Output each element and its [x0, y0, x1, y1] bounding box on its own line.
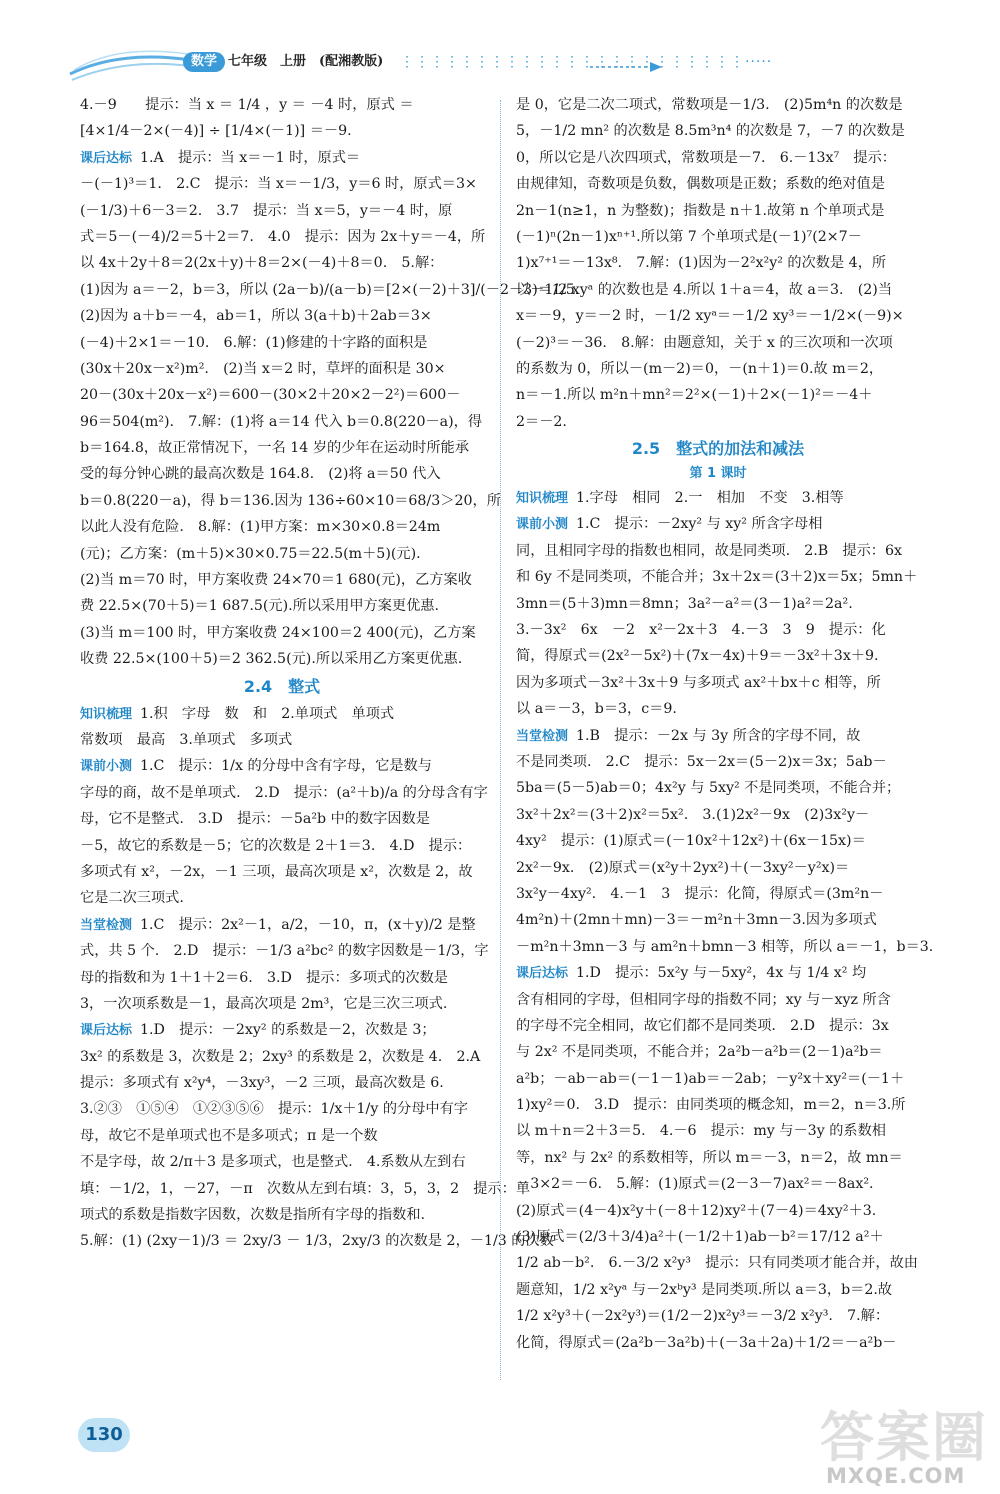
line-text: 3，一次项系数是－1，最高次项是 2m³，它是三次三项式.: [80, 995, 448, 1012]
line-text: 由规律知，奇数项是负数，偶数项是正数；系数的绝对值是: [516, 176, 885, 193]
text-line: [516, 1145, 920, 1171]
line-text: (30x＋20x－x²)m². (2)当 x＝2 时，草坪的面积是 30×: [80, 360, 446, 377]
text-line: [80, 145, 484, 171]
book-info: 七年级 上册 (配湘教版): [228, 54, 384, 69]
line-text: b＝164.8，故正常情况下，一名 14 岁的少年在运动时所能承: [80, 440, 469, 457]
text-line: [80, 727, 484, 753]
line-text: 20－(30x＋20x－x²)＝600－(30×2＋20×2－2²)＝600－: [80, 387, 461, 404]
line-text: 1)xy²＝0. 3.D 提示：由同类项的概念知，m＝2，n＝3.所: [516, 1097, 906, 1114]
text-line: [516, 198, 920, 224]
right-column: [516, 92, 934, 1387]
section-title: 2.5 整式的加法和减法: [631, 439, 805, 459]
text-line: [516, 224, 920, 250]
text-line: [516, 409, 920, 435]
line-text: 母的指数和为 1＋1＋2＝6. 3.D 提示：多项式的次数是: [80, 969, 448, 986]
text-line: [516, 1013, 920, 1039]
text-line: [516, 511, 920, 537]
line-text: 3x²＋2x²＝(3＋2)x²＝5x². 3.(1)2x²－9x (2)3x²y－: [516, 806, 870, 823]
text-line: [516, 881, 920, 907]
line-text: 题意知，1/2 x²yᵃ 与－2xᵇy³ 是同类项.所以 a＝3，b＝2.故: [516, 1281, 893, 1298]
line-text: 3.－3x² 6x －2 x²－2x＋3 4.－3 3 9 提示：化: [516, 622, 886, 639]
line-text: 3.②③ ①⑤④ ①②③⑤⑥ 提示：1/x＋1/y 的分母中有字: [80, 1101, 468, 1118]
line-text: 以此人没有危险. 8.解：(1)甲方案：m×30×0.8＝24m: [80, 519, 441, 536]
line-text: (－1/3)＋6－3＝2. 3.7 提示：当 x＝5，y＝－4 时，原: [80, 202, 453, 219]
line-text: 以 m＋n＝2＋3＝5. 4.－6 提示：my 与－3y 的系数相: [516, 1123, 886, 1140]
line-text: 4.－9 提示：当 x ＝ 1/4 ，y ＝ －4 时，原式 ＝: [80, 97, 414, 113]
line-text: n＝－1.所以 m²n＋mn²＝2²×(－1)＋2×(－1)²＝－4＋: [516, 387, 873, 404]
line-text: 以 4x＋2y＋8＝2(2x＋y)＋8＝2×(－4)＋8＝0. 5.解：: [80, 255, 444, 272]
section-title: 2.4 整式: [243, 676, 321, 696]
text-line: [516, 330, 920, 356]
line-text: (－2)³＝－36. 8.解：由题意知，关于 x 的三次项和一次项: [516, 334, 893, 351]
line-text: 96＝504(m²). 7.解：(1)将 a＝14 代入 b＝0.8(220－a)，得: [80, 413, 483, 430]
header-dotted-rule: ⋮⋮⋮⋮⋮⋮⋮⋮⋮⋮⋮⋮⋮⋮⋮⋮⋮⋮⋮⋮⋮⋮⋮·····: [400, 54, 773, 70]
text-line: [80, 1202, 484, 1228]
line-text: 式，共 5 个. 2.D 提示：－1/3 a²bc² 的数字因数是－1/3，字: [80, 943, 489, 960]
text-line: [80, 461, 484, 487]
text-line: [80, 356, 484, 382]
line-text: 不是字母，故 2/π＋3 是多项式，也是整式. 4.系数从左到右: [80, 1154, 466, 1171]
line-text: 和 6y 不是同类项，不能合并；3x＋2x＝(3＋2)x＝5x；5mn＋: [516, 569, 918, 586]
text-line: [80, 1149, 484, 1175]
text-line: [516, 934, 934, 960]
text-line: [516, 118, 920, 144]
line-text: 多项式有 x²，－2x，－1 三项，最高次项是 x²，次数是 2，故: [80, 863, 473, 880]
line-text: 1.D 提示：5x²y 与－5xy²，4x 与 1/4 x² 均: [576, 965, 867, 982]
text-line: [516, 564, 920, 590]
line-text: 1.C 提示：2x²－1，a/2，－10，π，(x＋y)/2 是整: [140, 916, 476, 933]
line-text: 同，且相同字母的指数也相同，故是同类项. 2.B 提示：6x: [516, 542, 903, 559]
text-line: [80, 171, 484, 197]
text-line: [516, 749, 920, 775]
column-divider: [500, 100, 501, 1380]
line-text: (2)因为 a＋b＝－4，ab＝1，所以 3(a＋b)＋2ab＝3×: [80, 308, 432, 325]
text-line: [80, 488, 501, 514]
line-text: (－4)＋2×1＝－10. 6.解：(1)修建的十字路的面积是: [80, 334, 428, 351]
text-line: [516, 987, 920, 1013]
line-text: －m²n＋3mn－3 与 am²n＋bmn－3 相等，所以 a＝－1，b＝3.: [516, 938, 934, 955]
line-text: 5.解：(1) (2xy－1)/3 ＝ 2xy/3 － 1/3，2xy/3 的次数是 2，－1/3 的次数: [80, 1233, 554, 1250]
line-text: 它是二次三项式.: [80, 890, 184, 907]
line-text: 以 a＝－3，b＝3，c＝9.: [516, 701, 677, 718]
text-line: [80, 938, 489, 964]
line-text: 与 2x² 不是同类项，不能合并；2a²b－a²b＝(2－1)a²b＝: [516, 1044, 883, 1061]
exercise-label: 课后达标: [80, 1023, 133, 1039]
subsection-title: 第 1 课时: [689, 466, 747, 482]
line-text: 2n－1(n≥1，n 为整数)；指数是 n＋1.故第 n 个单项式是: [516, 202, 885, 219]
line-text: 简，得原式＝(2x²－5x²)＋(7x－4x)＋9＝－3x²＋3x＋9.: [516, 648, 879, 665]
text-line: [516, 591, 920, 617]
text-line: [516, 145, 920, 171]
text-line: [516, 1277, 920, 1303]
text-line: [516, 907, 920, 933]
line-text: 不是同类项. 2.C 提示：5x－2x＝(5－2)x＝3x；5ab－: [516, 753, 887, 770]
line-text: 的字母不完全相同，故它们都不是同类项. 2.D 提示：3x: [516, 1017, 889, 1034]
line-text: [4×1/4－2×(－4)] ÷ [1/4×(－1)] ＝－9.: [80, 123, 352, 140]
line-text: 1)x⁷⁺¹＝－13x⁸. 7.解：(1)因为－2²x²y² 的次数是 4，所: [516, 255, 887, 272]
line-text: 1.D 提示：－2xy² 的系数是－2，次数是 3；: [140, 1022, 436, 1039]
line-text: 含有相同的字母，但相同字母的指数不同；xy 与－xyz 所含: [516, 991, 891, 1008]
text-line: [516, 1303, 920, 1329]
line-text: 3x² 的系数是 3，次数是 2；2xy³ 的系数是 2，次数是 4. 2.A: [80, 1048, 481, 1065]
text-line: [516, 171, 920, 197]
line-text: (2)当 m＝70 时，甲方案收费 24×70＝1 680(元)，乙方案收: [80, 572, 472, 589]
line-text: 因为多项式－3x²＋3x＋9 与多项式 ax²＋bx＋c 相等，所: [516, 674, 881, 691]
line-text: (3)原式＝(2/3＋3/4)a²＋(－1/2＋1)ab－b²＝17/12 a²＋: [516, 1229, 884, 1246]
subject-badge: 数学: [183, 52, 225, 72]
exercise-label: 课前小测: [80, 759, 133, 775]
text-line: [516, 485, 920, 511]
line-text: 式＝5－(－4)/2＝5＋2＝7. 4.0 提示：因为 2x＋y＝－4，所: [80, 228, 486, 245]
text-line: [516, 92, 920, 118]
text-line: [80, 701, 484, 727]
text-line: [80, 250, 484, 276]
line-text: 1.字母 相同 2.一 相加 不变 3.相等: [576, 490, 844, 507]
line-text: 受的每分钟心跳的最高次数是 164.8. (2)将 a＝50 代入: [80, 466, 441, 483]
text-line: [516, 855, 920, 881]
watermark-url: MXQE.COM: [826, 1464, 966, 1488]
text-line: [516, 723, 920, 749]
text-line: [516, 617, 920, 643]
text-line: [516, 277, 920, 303]
text-line: [80, 806, 484, 832]
exercise-label: 当堂检测: [516, 728, 569, 744]
text-line: [516, 1171, 920, 1197]
line-text: 等，nx² 与 2x² 的系数相等，所以 m＝－3，n＝2，故 mn＝: [516, 1149, 903, 1166]
line-text: (2)原式＝(4－4)x²y＋(－8＋12)xy²＋(7－4)＝4xy²＋3.: [516, 1202, 877, 1219]
line-text: －5，故它的系数是－5；它的次数是 2＋1＝3. 4.D 提示：: [80, 837, 472, 854]
left-column: [80, 92, 580, 1387]
text-line: [516, 1330, 920, 1356]
text-line: [80, 1123, 484, 1149]
text-line: [516, 1039, 920, 1065]
text-line: [80, 620, 484, 646]
line-text: －(－1)³＝1. 2.C 提示：当 x＝－1/3，y＝6 时，原式＝3×: [80, 176, 477, 193]
text-line: [80, 277, 580, 303]
text-line: [80, 435, 484, 461]
text-line: [516, 1198, 920, 1224]
text-line: [80, 965, 484, 991]
text-line: [80, 991, 484, 1017]
line-text: 字母的商，故不是单项式. 2.D 提示：(a²＋b)/a 的分母含有字: [80, 784, 488, 801]
line-text: a²b；－ab－ab＝(－1－1)ab＝－2ab；－y²x＋xy²＝(－1＋: [516, 1070, 905, 1087]
watermark-logo: 答案圈: [820, 1406, 988, 1469]
text-line: [516, 1224, 920, 1250]
page-header: [0, 0, 1000, 92]
text-line: [516, 1066, 920, 1092]
exercise-label: 知识梳理: [80, 706, 133, 722]
text-line: [516, 775, 920, 801]
text-line: [80, 514, 484, 540]
line-text: 5，－1/2 mn² 的次数是 8.5m³n⁴ 的次数是 7，－7 的次数是: [516, 123, 905, 140]
line-text: 费 22.5×(70＋5)＝1 687.5(元).所以采用甲方案更优惠.: [80, 598, 440, 615]
exercise-label: 课后达标: [516, 966, 569, 982]
line-text: 2x²－9x. (2)原式＝(x²y＋2yx²)＋(－3xy²－y²x)＝: [516, 859, 850, 876]
line-text: 化简，得原式＝(2a²b－3a²b)＋(－3a＋2a)＋1/2＝－a²b－: [516, 1334, 897, 1351]
line-text: 常数项 最高 3.单项式 多项式: [80, 731, 293, 748]
text-line: [80, 382, 484, 408]
text-line: [80, 1096, 484, 1122]
text-line: [516, 802, 920, 828]
line-text: 提示：多项式有 x²y⁴，－3xy³，－2 三项，最高次数是 6.: [80, 1075, 444, 1092]
line-text: 的系数为 0，所以－(m－2)＝0，－(n＋1)＝0.故 m＝2，: [516, 360, 884, 377]
line-text: －3×2＝－6. 5.解：(1)原式＝(2－3－7)ax²＝－8ax².: [516, 1176, 874, 1193]
line-text: 1/2 ab－b². 6.－3/2 x²y³ 提示：只有同类项才能合并，故由: [516, 1255, 918, 1272]
text-line: [516, 538, 920, 564]
line-text: 1/2 x²y³＋(－2x²y³)＝(1/2－2)x²y³＝－3/2 x²y³. 7.解：: [516, 1308, 890, 1325]
line-text: 2＝－2.: [516, 413, 567, 430]
line-text: (－1)ⁿ(2n－1)xⁿ⁺¹.所以第 7 个单项式是(－1)⁷(2×7－: [516, 228, 862, 245]
text-line: [80, 593, 484, 619]
text-line: [80, 833, 484, 859]
text-line: [80, 409, 484, 435]
line-text: 以－1/2 xyᵃ 的次数也是 4.所以 1＋a＝4，故 a＝3. (2)当: [516, 281, 893, 298]
text-line: [80, 885, 484, 911]
text-line: [516, 356, 920, 382]
text-line: [516, 250, 920, 276]
line-text: 项式的系数是指数字因数，次数是指所有字母的指数和.: [80, 1207, 426, 1224]
line-text: 母，它不是整式. 3.D 提示：－5a²b 中的数字因数是: [80, 811, 430, 828]
text-line: [80, 859, 484, 885]
line-text: 填：－1/2，1，－27，－π 次数从左到右填：3，5，3，2 提示：单: [80, 1180, 531, 1197]
text-line: [80, 753, 484, 779]
line-text: 3mn＝(5＋3)mn＝8mn；3a²－a²＝(3－1)a²＝2a².: [516, 595, 867, 612]
text-line: [80, 1176, 531, 1202]
line-text: 3x²y－4xy². 4.－1 3 提示：化简，得原式＝(3m²n－: [516, 885, 884, 902]
text-line: [80, 303, 484, 329]
text-line: [80, 780, 488, 806]
page-number: 130: [78, 1418, 130, 1452]
text-line: [80, 912, 484, 938]
text-line: [516, 1250, 920, 1276]
text-line: [516, 1118, 920, 1144]
text-line: [80, 1228, 554, 1254]
line-text: (1)因为 a＝－2，b＝3，所以 (2a－b)/(a－b)＝[2×(－2)＋3]/(－2－3)＝1/5.: [80, 281, 580, 298]
line-text: (元)；乙方案：(m＋5)×30×0.75＝22.5(m＋5)(元).: [80, 545, 421, 562]
line-text: 4m²n)＋(2mn＋mn)－3＝－m²n＋3mn－3.因为多项式: [516, 912, 877, 929]
line-text: 是 0，它是二次二项式，常数项是－1/3. (2)5m⁴n 的次数是: [516, 97, 903, 113]
text-line: [516, 303, 920, 329]
line-text: 1.A 提示：当 x＝－1 时，原式＝: [140, 149, 361, 166]
text-line: [516, 643, 920, 669]
text-line: [80, 118, 484, 144]
header-decoration: [0, 0, 1000, 92]
line-text: 1.C 提示：－2xy² 与 xy² 所含字母相: [576, 516, 823, 533]
text-line: [516, 382, 920, 408]
text-line: [80, 330, 484, 356]
text-line: [516, 1092, 920, 1118]
line-text: 4xy² 提示：(1)原式＝(－10x²＋12x²)＋(6x－15x)＝: [516, 833, 866, 850]
text-line: [516, 670, 920, 696]
line-text: 5ba＝(5－5)ab＝0；4x²y 与 5xy² 不是同类项，不能合并；: [516, 780, 901, 797]
line-text: 1.C 提示：1/x 的分母中含有字母，它是数与: [140, 758, 432, 775]
text-line: [516, 960, 920, 986]
text-line: [516, 828, 920, 854]
exercise-label: 课前小测: [516, 517, 569, 533]
line-text: b＝0.8(220－a)，得 b＝136.因为 136÷60×10＝68/3＞20，所: [80, 492, 501, 509]
line-text: 收费 22.5×(100＋5)＝2 362.5(元).所以采用乙方案更优惠.: [80, 651, 463, 668]
text-line: [80, 1070, 484, 1096]
text-line: [80, 1017, 484, 1043]
line-text: 1.B 提示：－2x 与 3y 所含的字母不同，故: [576, 727, 861, 744]
exercise-label: 当堂检测: [80, 917, 133, 933]
exercise-label: 课后达标: [80, 150, 133, 166]
text-line: [80, 541, 484, 567]
text-line: [80, 646, 484, 672]
text-line: [80, 198, 484, 224]
line-text: 母，故它不是单项式也不是多项式；π 是一个数: [80, 1127, 378, 1144]
text-line: [80, 1044, 484, 1070]
text-line: [80, 567, 484, 593]
exercise-label: 知识梳理: [516, 491, 569, 507]
line-text: (3)当 m＝100 时，甲方案收费 24×100＝2 400(元)，乙方案: [80, 624, 476, 641]
text-line: [80, 224, 484, 250]
line-text: x＝－9，y＝－2 时，－1/2 xyᵃ＝－1/2 xy³＝－1/2×(－9)×: [516, 308, 904, 325]
line-text: 0，所以它是八次四项式，常数项是－7. 6.－13x⁷ 提示：: [516, 149, 896, 166]
text-line: [516, 696, 920, 722]
text-line: [80, 92, 484, 118]
line-text: 1.积 字母 数 和 2.单项式 单项式: [140, 705, 395, 722]
